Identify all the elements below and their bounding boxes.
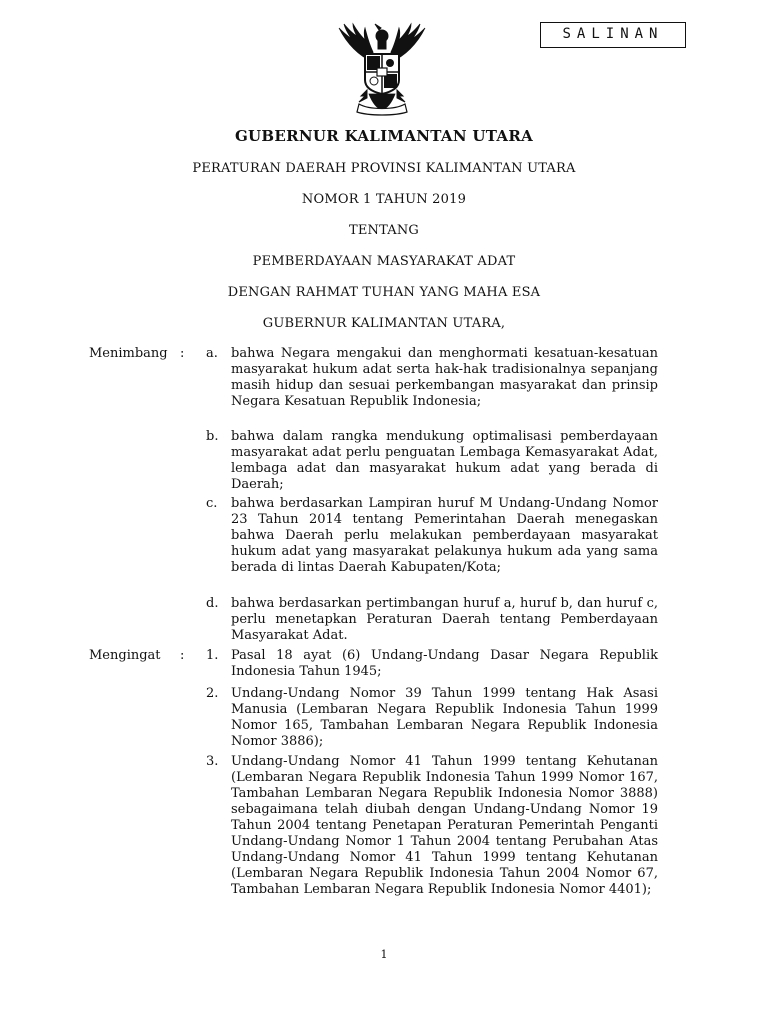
enacting-authority: GUBERNUR KALIMANTAN UTARA, [262, 316, 506, 331]
regulation-number: NOMOR 1 TAHUN 2019 [301, 192, 467, 207]
mengingat-marker: 2. [206, 686, 219, 701]
mengingat-item: Pasal 18 ayat (6) Undang-Undang Dasar Negara Republik Indonesia Tahun 1945; [231, 648, 658, 679]
mengingat-item: Undang-Undang Nomor 39 Tahun 1999 tentang Hak Asasi Manusia (Lembaran Negara Republik Indonesia Tahun 1999 Nomor 165, Tambahan Lembaran Negara Republik Indonesia Nomor 3886); [231, 686, 658, 749]
menimbang-marker: a. [206, 346, 218, 361]
page-number: 1 [380, 948, 388, 961]
mengingat-colon: : [180, 648, 185, 663]
governor-title: GUBERNUR KALIMANTAN UTARA [234, 127, 534, 145]
menimbang-item: bahwa berdasarkan Lampiran huruf M Undang-Undang Nomor 23 Tahun 2014 tentang Pemerintahan Daerah menegaskan bahwa Daerah perlu melakukan pemberdayaan masyarakat hukum adat yang masyarakat pelakunya hukum ada yang sama berada di lintas Daerah Kabupaten/Kota; [231, 496, 658, 575]
menimbang-marker: c. [206, 496, 218, 511]
menimbang-label: Menimbang [89, 346, 168, 361]
garuda-emblem-icon [329, 22, 435, 118]
menimbang-item: bahwa berdasarkan pertimbangan huruf a, huruf b, dan huruf c, perlu menetapkan Peraturan Daerah tentang Pemberdayaan Masyarakat Adat. [231, 596, 658, 643]
menimbang-item: bahwa dalam rangka mendukung optimalisasi pemberdayaan masyarakat adat perlu penguatan Lembaga Kemasyarakat Adat, lembaga adat dan masyarakat hukum adat yang berada di Daerah; [231, 429, 658, 492]
menimbang-item: bahwa Negara mengakui dan menghormati kesatuan-kesatuan masyarakat hukum adat serta hak-hak tradisionalnya sepanjang masih hidup dan sesuai perkembangan masyarakat dan prinsip Negara Kesatuan Republik Indonesia; [231, 346, 658, 409]
about-heading: TENTANG [348, 223, 420, 238]
menimbang-colon: : [180, 346, 185, 361]
mengingat-marker: 3. [206, 754, 219, 769]
salinan-stamp: SALINAN [540, 22, 686, 48]
menimbang-marker: d. [206, 596, 219, 611]
regulation-subject: PEMBERDAYAAN MASYARAKAT ADAT [252, 254, 516, 269]
menimbang-marker: b. [206, 429, 219, 444]
mengingat-label: Mengingat [89, 648, 161, 663]
mengingat-marker: 1. [206, 648, 219, 663]
mengingat-item: Undang-Undang Nomor 41 Tahun 1999 tentang Kehutanan (Lembaran Negara Republik Indonesia Tahun 1999 Nomor 167, Tambahan Lembaran Negara Republik Indonesia Nomor 3888) sebagaimana telah diubah dengan Undang-Undang Nomor 19 Tahun 2004 tentang Penetapan Peraturan Pemerintah Penganti Undang-Undang Nomor 1 Tahun 2004 tentang Perubahan Atas Undang-Undang Nomor 41 Tahun 1999 tentang Kehutanan (Lembaran Negara Republik Indonesia Tahun 2004 Nomor 67, Tambahan Lembaran Negara Republik Indonesia Nomor 4401); [231, 754, 658, 897]
regulation-title: PERATURAN DAERAH PROVINSI KALIMANTAN UTARA [192, 161, 576, 176]
invocation: DENGAN RAHMAT TUHAN YANG MAHA ESA [227, 285, 541, 300]
